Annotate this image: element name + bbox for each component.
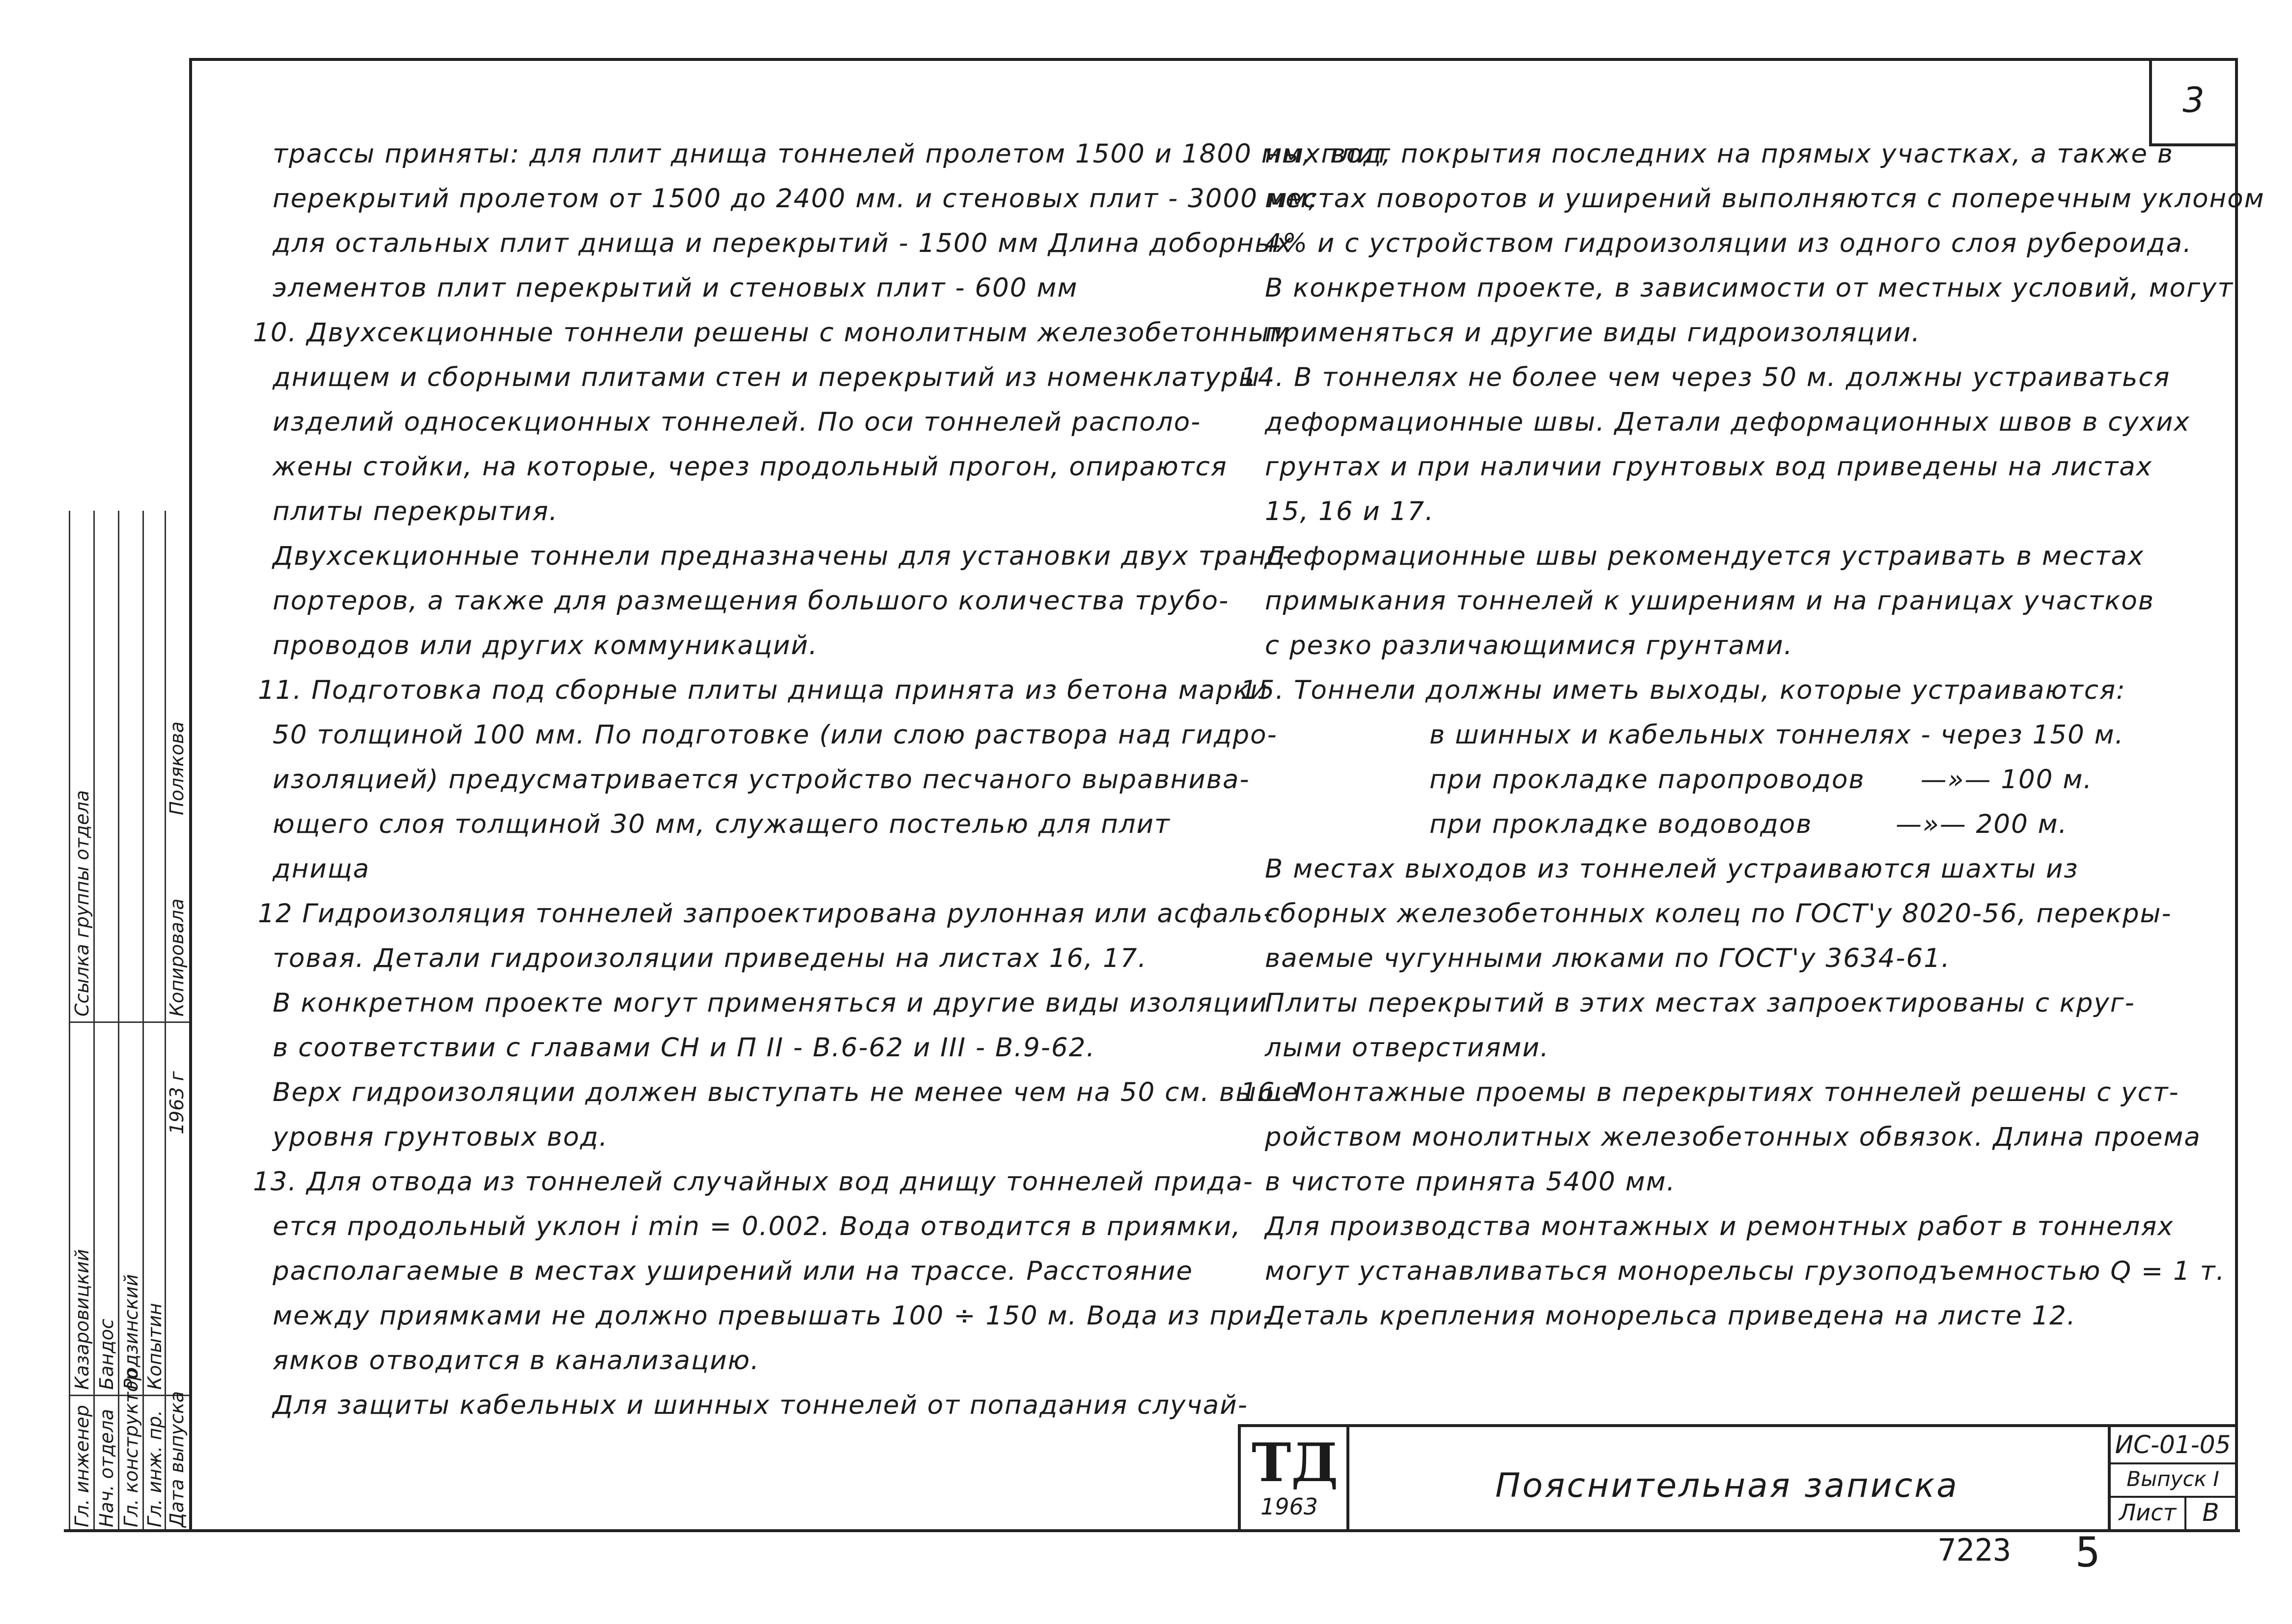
text-line: Двухсекционные тоннели предназначены для установки двух транс- [273, 541, 1293, 571]
text-line: 14. В тоннелях не более чем через 50 м. должны устраиваться [1240, 362, 2171, 392]
text-line: портеров, а также для размещения большого количества трубо- [273, 586, 1230, 616]
role-label: Гл. инженер [71, 1404, 93, 1527]
text-line: Деталь крепления монорельса приведена на листе 12. [1265, 1301, 2076, 1331]
text-line: уровня грунтовых вод. [273, 1122, 609, 1152]
frame-bottom-border [64, 1529, 2240, 1532]
document-code: ИС-01-05 [2111, 1427, 2235, 1464]
copied-by-label: Копировала [166, 898, 188, 1017]
text-line: Для производства монтажных и ремонтных работ в тоннелях [1265, 1211, 2174, 1241]
text-line: 11. Подготовка под сборные плиты днища принята из бетона марки [258, 675, 1268, 705]
text-line: В конкретном проекте могут применяться и другие виды изоляции [273, 988, 1268, 1018]
text-line: 16. Монтажные проемы в перекрытиях тоннелей решены с уст- [1240, 1077, 2180, 1107]
text-line: изоляцией) предусматривается устройство песчаного выравнива- [273, 765, 1250, 795]
text-line: 15, 16 и 17. [1265, 496, 1435, 526]
copied-by-name: Полякова [166, 721, 188, 815]
text-line: днищем и сборными плитами стен и перекрытий из номенклатуры [273, 362, 1260, 392]
title-cell [1346, 1427, 2111, 1529]
text-line: перекрытий пролетом от 1500 до 2400 мм. и стеновых плит - 3000 мм; [273, 184, 1318, 214]
text-line: располагаемые в местах уширений или на трассе. Расстояние [273, 1256, 1193, 1286]
text-line: В конкретном проекте, в зависимости от местных условий, могут [1265, 273, 2234, 303]
text-line: 4% и с устройством гидроизоляции из одного слоя рубероида. [1265, 228, 2192, 258]
text-line: Плиты перекрытий в этих местах запроектированы с круг- [1265, 988, 2135, 1018]
text-line: жены стойки, на которые, через продольный прогон, опираются [273, 452, 1228, 482]
role-label: Дата выпуска [166, 1391, 188, 1527]
text-line: ных вод, покрытия последних на прямых участках, а также в [1265, 139, 2174, 169]
text-line: изделий односекционных тоннелей. По оси тоннелей располо- [273, 407, 1202, 437]
side-divider [118, 511, 119, 1529]
text-line: 12 Гидроизоляция тоннелей запроектирована рулонная или асфаль- [258, 899, 1274, 929]
archive-code: 7223 [1938, 1532, 2012, 1568]
text-line: в шинных и кабельных тоннелях - через 150 м. [1429, 720, 2124, 750]
text-line: при прокладке паропроводов —»— 100 м. [1429, 765, 2093, 795]
text-line: 15. Тоннели должны иметь выходы, которые устраиваются: [1240, 675, 2126, 705]
text-line: ющего слоя толщиной 30 мм, служащего постелью для плит [273, 809, 1171, 839]
text-line: ямков отводится в канализацию. [273, 1346, 760, 1376]
text-line: товая. Детали гидроизоляции приведены на листах 16, 17. [273, 943, 1147, 973]
issue-label: Выпуск I [2111, 1462, 2235, 1498]
sheet-value: В [2202, 1498, 2219, 1527]
text-line: В местах выходов из тоннелей устраиваются шахты из [1265, 854, 2079, 884]
logo-year: 1963 [1260, 1493, 1318, 1520]
date-label: 1963 г [166, 1071, 188, 1134]
text-line: применяться и другие виды гидроизоляции. [1265, 318, 1921, 348]
text-line: Верх гидроизоляции должен выступать не менее чем на 50 см. выше [273, 1077, 1299, 1107]
name-label: Родзинский [120, 1274, 142, 1390]
title-block [1238, 1424, 2235, 1529]
page-number: 3 [2182, 80, 2205, 120]
text-line: могут устанавливаться монорельсы грузоподъемностью Q = 1 т. [1265, 1256, 2226, 1286]
sheet-label: Лист [2111, 1496, 2186, 1529]
text-line: днища [273, 854, 370, 884]
name-label: Казаровицкий [71, 1249, 93, 1390]
text-line: местах поворотов и уширений выполняются с поперечным уклоном [1265, 184, 2265, 214]
text-line: Деформационные швы рекомендуется устраивать в местах [1265, 541, 2145, 571]
text-line: трассы приняты: для плит днища тоннелей пролетом 1500 и 1800 мм, плит [273, 139, 1391, 169]
text-line: проводов или других коммуникаций. [273, 631, 818, 661]
text-line: деформационные швы. Детали деформационных швов в сухих [1265, 407, 2190, 437]
text-line: ется продольный уклон i min = 0.002. Вода отводится в приямки, [273, 1211, 1241, 1241]
text-line: элементов плит перекрытий и стеновых плит - 600 мм [273, 273, 1078, 303]
text-line: примыкания тоннелей к уширениям и на границах участков [1265, 586, 2155, 616]
text-line: плиты перекрытия. [273, 496, 559, 526]
text-line: для остальных плит днища и перекрытий - 1500 мм Длина доборных [273, 228, 1293, 258]
left-text-column [253, 132, 1391, 1428]
right-text-column [1240, 132, 2265, 1338]
text-line: грунтах и при наличии грунтовых вод приведены на листах [1265, 452, 2153, 482]
text-line: при прокладке водоводов —»— 200 м. [1429, 809, 2068, 839]
name-label: Бандос [96, 1319, 117, 1390]
name-label: Копытин [144, 1303, 166, 1390]
role-label: Гл. инж. пр. [144, 1410, 166, 1527]
text-line: лыми отверстиями. [1265, 1033, 1550, 1063]
role-label: Гл. конструктор [120, 1369, 142, 1527]
text-line: между приямками не должно превышать 100 ÷ 150 м. Вода из при- [273, 1301, 1274, 1331]
text-line: 10. Двухсекционные тоннели решены с монолитным железобетонным [253, 318, 1291, 348]
text-line: ройством монолитных железобетонных обвязок. Длина проема [1265, 1122, 2201, 1152]
text-line: Для защиты кабельных и шинных тоннелей от попадания случай- [273, 1390, 1248, 1420]
text-line: в соответствии с главами СН и П II - В.6-62 и III - В.9-62. [273, 1033, 1096, 1063]
text-line: в чистоте принята 5400 мм. [1265, 1167, 1676, 1197]
text-line: 50 толщиной 100 мм. По подготовке (или слою раствора над гидро- [273, 720, 1278, 750]
logo-cell [1241, 1427, 1349, 1529]
text-line: ваемые чугунными люками по ГОСТ'у 3634-61. [1265, 943, 1951, 973]
frame-left-border [189, 58, 192, 1529]
sheet-number: 5 [2075, 1528, 2100, 1576]
side-divider [69, 511, 70, 1529]
side-divider [69, 1021, 189, 1023]
text-line: с резко различающимися грунтами. [1265, 631, 1793, 661]
side-divider [93, 511, 95, 1529]
role-label: Нач. отдела [96, 1408, 117, 1527]
frame-top-border [189, 58, 2237, 61]
approval-side-block [69, 511, 189, 1529]
group-header: Ссылка группы отдела [71, 790, 93, 1017]
document-title: Пояснительная записка [1495, 1466, 1959, 1505]
text-line: 13. Для отвода из тоннелей случайных вод днищу тоннелей прида- [253, 1167, 1254, 1197]
text-line: сборных железобетонных колец по ГОСТ'у 8020-56, перекры- [1265, 899, 2172, 929]
td-logo: ТД [1252, 1432, 1339, 1494]
